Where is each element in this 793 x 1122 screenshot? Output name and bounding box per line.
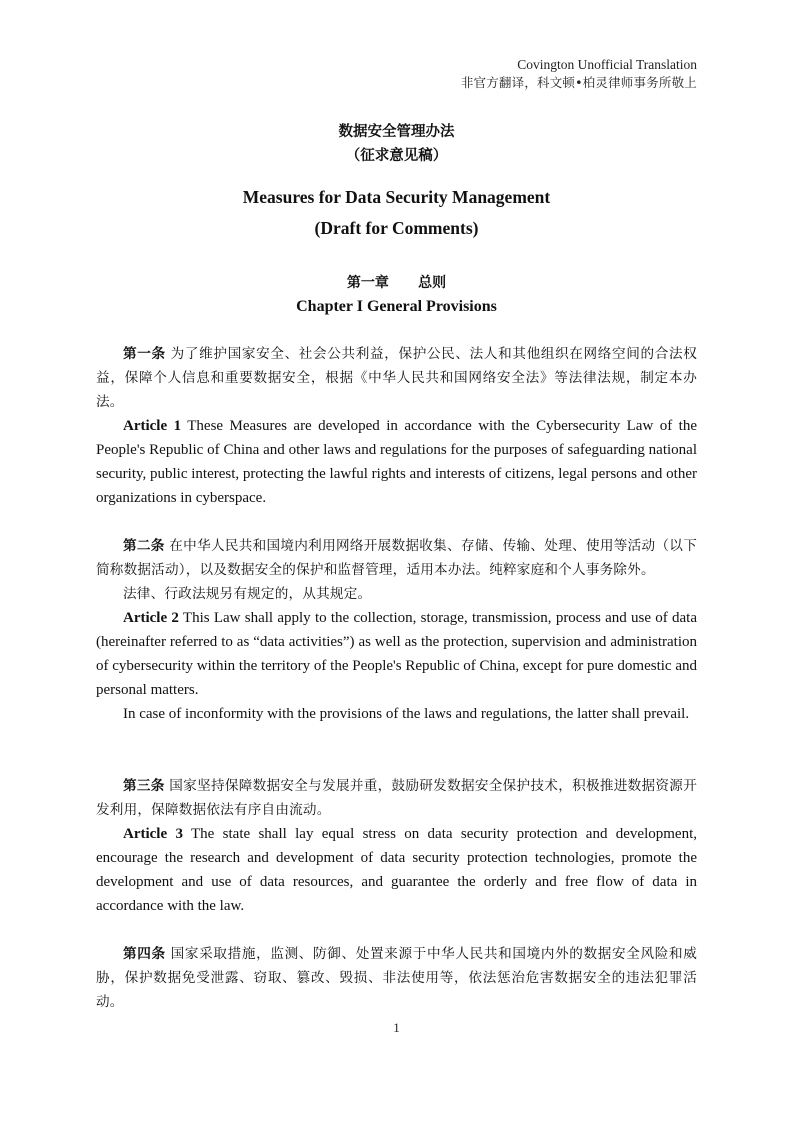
article-4-zh xyxy=(96,942,697,1014)
article-3 xyxy=(96,774,697,918)
translation-header xyxy=(461,56,697,92)
article-3-zh xyxy=(96,774,697,822)
header-line-chinese: 非官方翻译，科文顿•柏灵律师事务所敬上 xyxy=(460,75,697,90)
title-zh-sub: （征求意见稿） xyxy=(345,148,448,164)
article-2-zh xyxy=(96,534,697,582)
article-3-en-label: Article 3 xyxy=(123,826,183,842)
chapter-heading-en: Chapter I General Provisions xyxy=(296,298,497,315)
article-3-zh-label: 第三条 xyxy=(123,778,165,794)
title-en-sub: (Draft for Comments) xyxy=(314,218,479,238)
article-2 xyxy=(96,534,697,726)
article-2-en-paragraph-2: In case of inconformity with the provisions of the laws and regulations, the latter shall prevail. xyxy=(123,706,690,722)
article-1-zh-text: 为了维护国家安全、社会公共利益，保护公民、法人和其他组织在网络空间的合法权益，保障个人信息和重要数据安全，根据《中华人民共和国网络安全法》等法律法规，制定本办法。 xyxy=(96,346,697,410)
article-3-en xyxy=(96,822,697,918)
article-2-en-label: Article 2 xyxy=(123,610,179,626)
article-2-zh-paragraph-2: 法律、行政法规另有规定的，从其规定。 xyxy=(123,586,372,602)
article-4 xyxy=(96,942,697,1014)
article-4-zh-text: 国家采取措施，监测、防御、处置来源于中华人民共和国境内外的数据安全风险和威胁，保护数据免受泄露、窃取、篡改、毁损、非法使用等，依法惩治危害数据安全的违法犯罪活动。 xyxy=(96,946,697,1010)
article-1-en xyxy=(96,414,697,510)
chapter-heading-zh: 第一章 总则 xyxy=(346,275,447,291)
article-1-en-label: Article 1 xyxy=(123,418,182,434)
article-2-en xyxy=(96,606,697,702)
title-zh-main: 数据安全管理办法 xyxy=(338,124,455,140)
article-2-zh-label: 第二条 xyxy=(123,538,165,554)
article-3-en-text: The state shall lay equal stress on data security protection and development, encourage the research and development of data security protection technologies, promote the development and use of data resources, and guarantee the orderly and free flow of data in accordance with the law. xyxy=(96,826,698,914)
article-1-en-text: These Measures are developed in accordance with the Cybersecurity Law of the People's Republic of China and other laws and regulations for the purposes of safeguarding national security, public interest, protecting the lawful rights and interests of citizens, legal persons and other organizations in cyberspace. xyxy=(96,418,697,506)
document-title-block xyxy=(0,120,793,244)
title-en-main: Measures for Data Security Management xyxy=(242,187,551,207)
article-2-zh-text: 在中华人民共和国境内利用网络开展数据收集、存储、传输、处理、使用等活动（以下简称数据活动），以及数据安全的保护和监督管理，适用本办法。纯粹家庭和个人事务除外。 xyxy=(96,538,697,578)
article-3-zh-text: 国家坚持保障数据安全与发展并重，鼓励研发数据安全保护技术，积极推进数据资源开发利用，保障数据依法有序自由流动。 xyxy=(96,778,697,818)
article-2-en-text: This Law shall apply to the collection, storage, transmission, process and use of data (hereinafter referred to as “data activities”) as well as the protection, supervision and administration of cybersecurity within the territory of the People's Republic of China, except for pure domestic and personal matters. xyxy=(96,610,697,698)
page-number: 1 xyxy=(393,1020,400,1035)
header-line-english: Covington Unofficial Translation xyxy=(517,57,697,72)
article-1-zh xyxy=(96,342,697,414)
chapter-heading xyxy=(0,271,793,319)
article-1 xyxy=(96,342,697,510)
article-4-zh-label: 第四条 xyxy=(123,946,166,962)
article-1-zh-label: 第一条 xyxy=(123,346,166,362)
